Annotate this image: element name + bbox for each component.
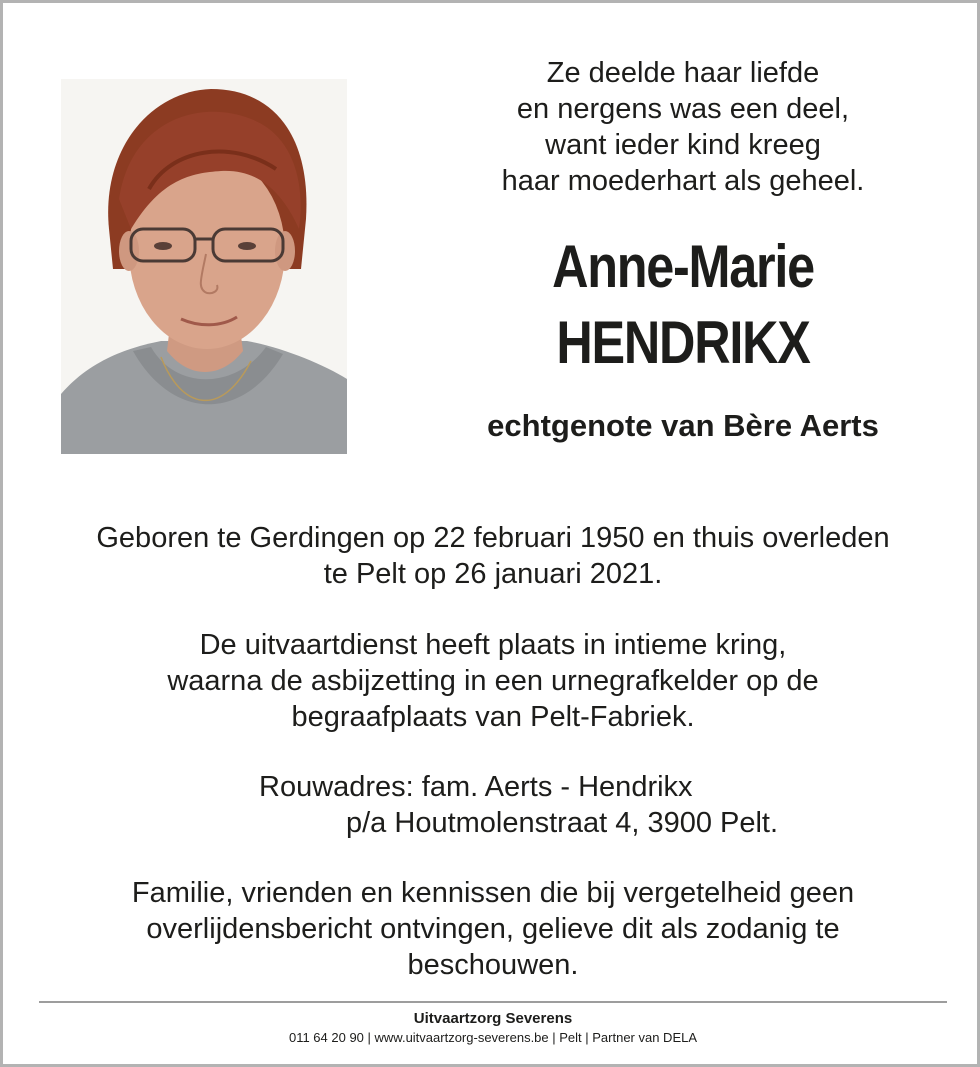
text-line: waarna de asbijzetting in een urnegrafkelder op de bbox=[167, 665, 819, 697]
footer-divider bbox=[39, 1001, 947, 1003]
text-line: Geboren te Gerdingen op 22 februari 1950 en thuis overleden bbox=[96, 522, 890, 554]
memorial-poem bbox=[443, 55, 923, 199]
funeral-home-name: Uitvaartzorg Severens bbox=[413, 1010, 573, 1027]
text-line: Familie, vrienden en kennissen die bij vergetelheid geen bbox=[131, 877, 855, 909]
poem-line: haar moederhart als geheel. bbox=[501, 165, 865, 197]
spouse-relation: echtgenote van Bère Aerts bbox=[487, 408, 879, 443]
poem-line: want ieder kind kreeg bbox=[545, 129, 821, 161]
portrait-photo bbox=[61, 79, 347, 454]
notice-paragraph bbox=[43, 875, 943, 983]
text-line: beschouwen. bbox=[407, 949, 579, 981]
funeral-home-contact: 011 64 20 90 | www.uitvaartzorg-severens.be | Pelt | Partner van DELA bbox=[288, 1030, 698, 1045]
funeral-service-paragraph bbox=[43, 627, 943, 735]
portrait-illustration bbox=[61, 79, 347, 454]
deceased-last-name: HENDRIKX bbox=[556, 309, 810, 376]
text-line: De uitvaartdienst heeft plaats in intieme kring, bbox=[199, 629, 787, 661]
text-line: overlijdensbericht ontvingen, gelieve dit als zodanig te bbox=[146, 913, 840, 945]
text-line: te Pelt op 26 januari 2021. bbox=[323, 558, 663, 590]
mourning-address-line: Rouwadres: fam. Aerts - Hendrikx bbox=[259, 771, 693, 803]
deceased-first-name: Anne-Marie bbox=[552, 233, 814, 300]
birth-death-paragraph bbox=[43, 520, 943, 592]
poem-line: Ze deelde haar liefde bbox=[546, 57, 820, 89]
poem-line: en nergens was een deel, bbox=[516, 93, 850, 125]
mourning-address-street: p/a Houtmolenstraat 4, 3900 Pelt. bbox=[346, 807, 779, 839]
text-line: begraafplaats van Pelt-Fabriek. bbox=[291, 701, 695, 733]
